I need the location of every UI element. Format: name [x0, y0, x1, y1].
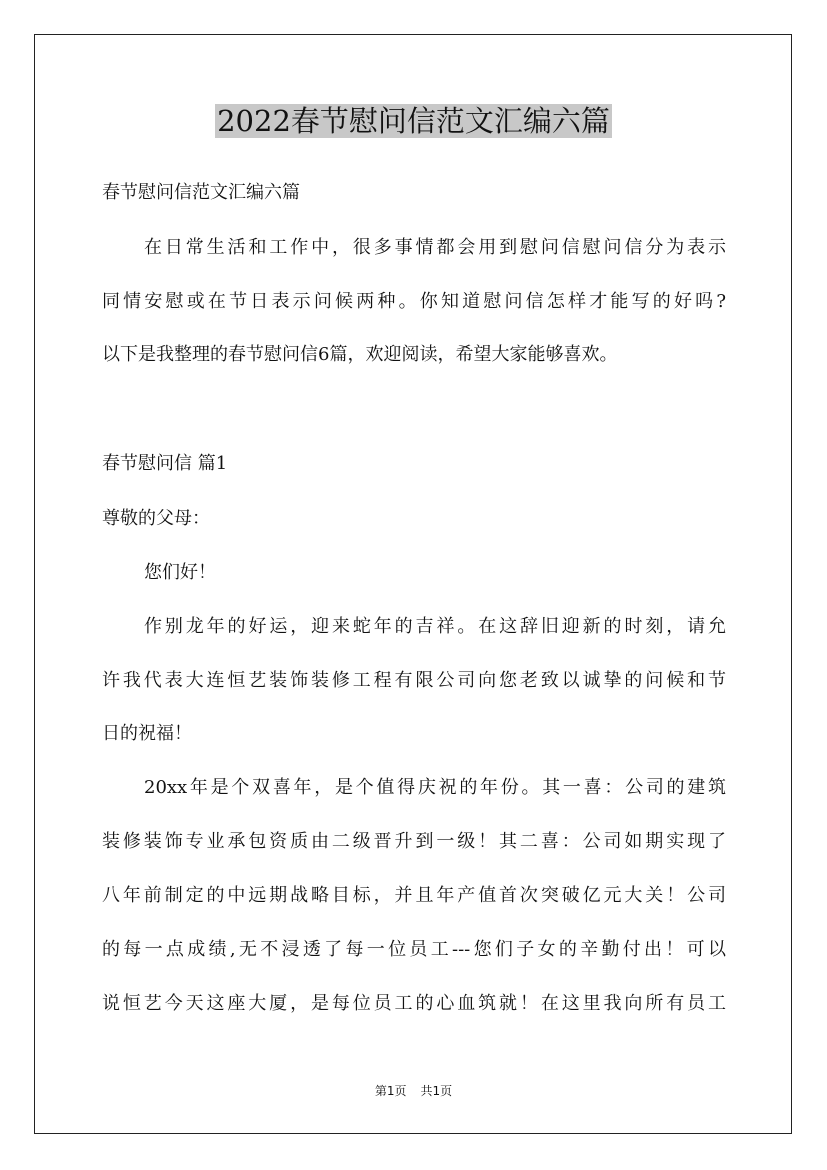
para2-line-2: 装修装饰专业承包资质由二级晋升到一级！其二喜：公司如期实现了 — [102, 831, 726, 852]
salutation: 尊敬的父母： — [102, 508, 210, 529]
intro-line-2: 同情安慰或在节日表示问候两种。你知道慰问信怎样才能写的好吗? — [102, 291, 726, 312]
intro-line-3: 以下是我整理的春节慰问信6篇，欢迎阅读，希望大家能够喜欢。 — [102, 344, 618, 365]
page-total: 共1页 — [420, 1084, 453, 1098]
para1-line-1: 作别龙年的好运，迎来蛇年的吉祥。在这辞旧迎新的时刻，请允 — [144, 616, 726, 637]
page-footer — [0, 1083, 827, 1099]
document-subtitle: 春节慰问信范文汇编六篇 — [102, 182, 300, 203]
para2-line-3: 八年前制定的中远期战略目标，并且年产值首次突破亿元大关！公司 — [102, 885, 726, 906]
para2-line-4: 的每一点成绩,无不浸透了每一位员工---您们子女的辛勤付出！可以 — [102, 939, 726, 960]
document-title-text: 2022春节慰问信范文汇编六篇 — [217, 104, 610, 138]
para2-line-1: 20xx年是个双喜年，是个值得庆祝的年份。其一喜：公司的建筑 — [144, 777, 726, 798]
para1-line-2: 许我代表大连恒艺装饰装修工程有限公司向您老致以诚挚的问候和节 — [102, 670, 726, 691]
intro-line-1: 在日常生活和工作中，很多事情都会用到慰问信慰问信分为表示 — [144, 237, 726, 258]
section-heading: 春节慰问信 篇1 — [102, 453, 228, 474]
para1-line-3: 日的祝福！ — [102, 723, 192, 744]
para2-line-5: 说恒艺今天这座大厦，是每位员工的心血筑就！在这里我向所有员工 — [102, 993, 726, 1014]
page-number: 第1页 — [374, 1084, 407, 1098]
greeting: 您们好！ — [144, 562, 216, 583]
document-title — [0, 101, 827, 141]
